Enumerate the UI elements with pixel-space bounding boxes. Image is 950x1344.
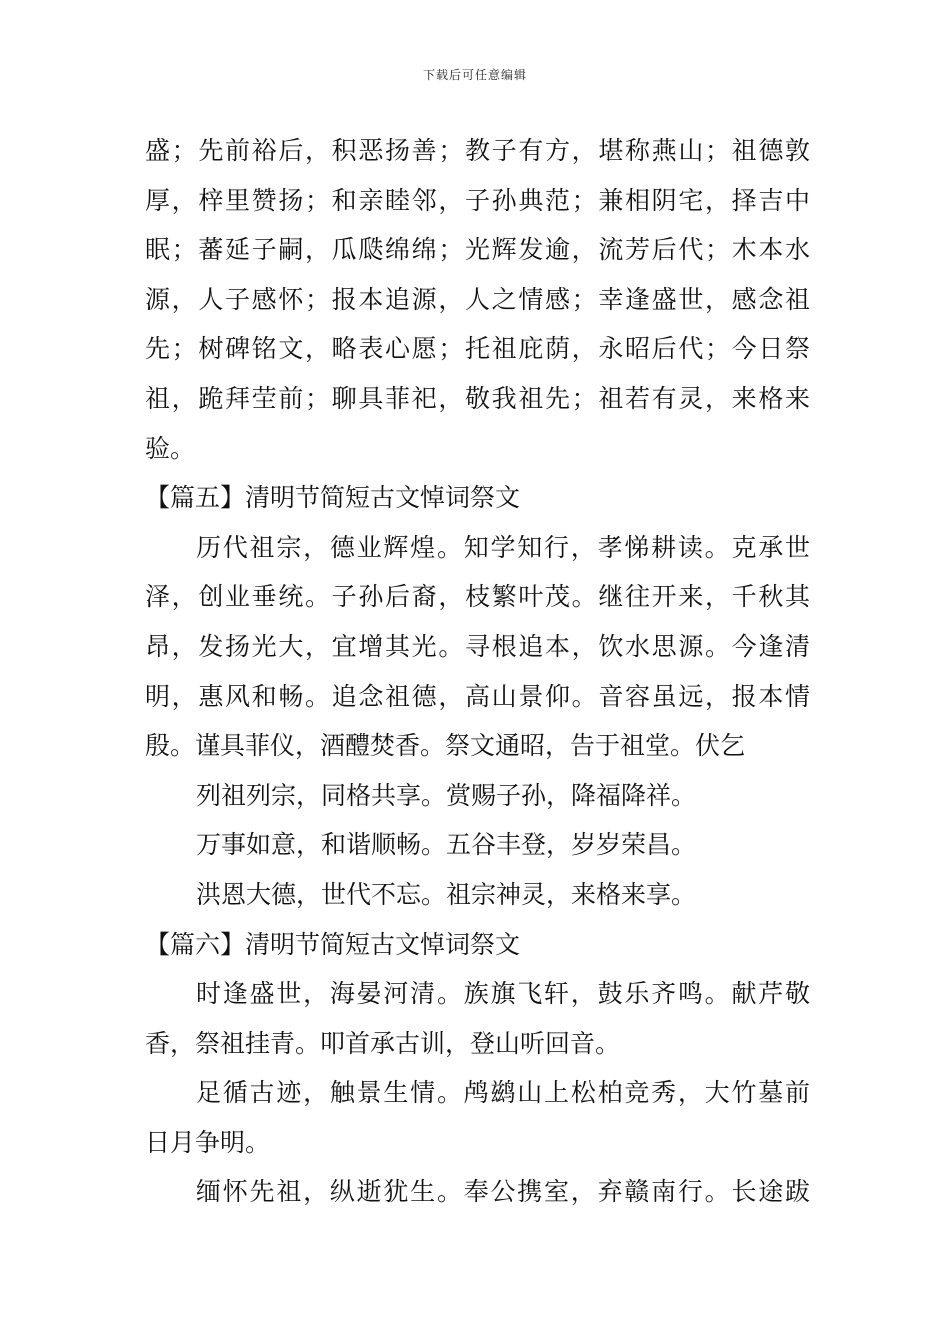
text-line: 昂，发扬光大，宜增其光。寻根追本，饮水思源。今逢清 (145, 631, 810, 661)
text-line: 殷。谨具菲仪，酒醴焚香。祭文通昭，告于祖堂。伏乞 (145, 731, 746, 761)
text-line: 列祖列宗，同格共享。赏赐子孙，降福降祥。 (196, 780, 697, 810)
text-line: 先；树碑铭文，略表心愿；托祖庇荫，永昭后代；今日祭 (145, 334, 810, 364)
text-line: 【篇六】清明节简短古文悼词祭文 (145, 929, 521, 959)
text-line: 厚，梓里赞扬；和亲睦邻，子孙典范；兼相阴宅，择吉中 (145, 185, 810, 215)
text-line: 明，惠风和畅。追念祖德，高山景仰。音容虽远，报本情 (145, 681, 810, 711)
text-line: 足循古迹，触景生情。鸬鹚山上松柏竞秀，大竹墓前 (196, 1078, 810, 1108)
text-line: 缅怀先祖，纵逝犹生。奉公携室，弃赣南行。长途跋 (196, 1177, 810, 1207)
document-body (145, 126, 810, 1217)
text-line: 盛；先前裕后，积恶扬善；教子有方，堪称燕山；祖德敦 (145, 136, 810, 165)
text-line: 【篇五】清明节简短古文悼词祭文 (145, 483, 521, 513)
text-line: 历代祖宗，德业辉煌。知学知行，孝悌耕读。克承世 (196, 532, 810, 562)
text-line: 验。 (145, 433, 196, 463)
text-line: 时逢盛世，海晏河清。族旗飞轩，鼓乐齐鸣。献芹敬 (196, 979, 810, 1009)
text-line: 万事如意，和谐顺畅。五谷丰登，岁岁荣昌。 (196, 830, 697, 860)
text-line: 洪恩大德，世代不忘。祖宗神灵，来格来享。 (196, 879, 697, 909)
page-header: 下载后可任意编辑 (422, 68, 527, 82)
text-line: 泽，创业垂统。子孙后裔，枝繁叶茂。继往开来，千秋其 (145, 582, 810, 612)
text-line: 源，人子感怀；报本追源，人之情感；幸逢盛世，感念祖 (145, 284, 810, 314)
text-line: 眠；蕃延子嗣，瓜瓞绵绵；光辉发逾，流芳后代；木本水 (145, 235, 810, 265)
text-line: 香，祭祖挂青。叩首承古训，登山听回音。 (145, 1028, 621, 1058)
text-line: 祖，跪拜茔前；聊具菲祀，敬我祖先；祖若有灵，来格来 (145, 383, 810, 413)
text-line: 日月争明。 (145, 1127, 271, 1157)
